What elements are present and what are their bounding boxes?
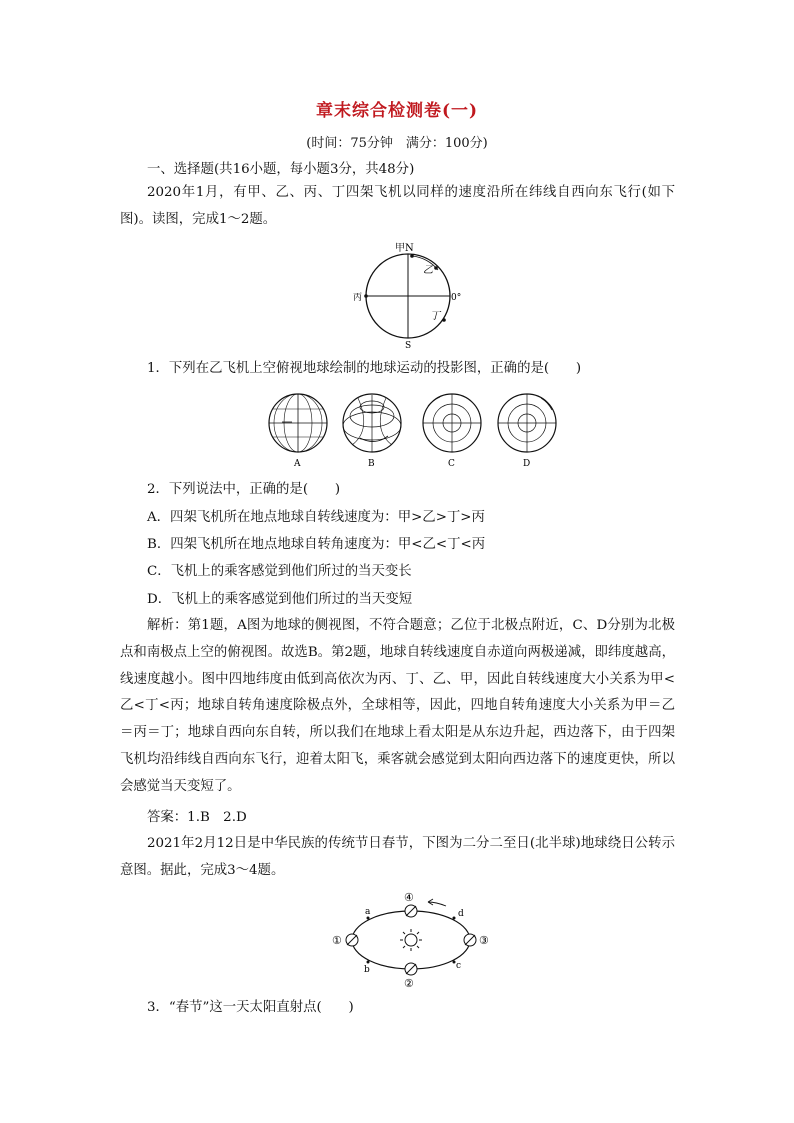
label-b: B [368,459,375,469]
label-pos-3: ③ [479,934,489,947]
label-b: b [364,965,370,975]
label-bing: 丙 [353,293,363,303]
label-ding: 丁 [430,311,440,322]
point-b-dot [367,961,370,964]
label-a: a [365,907,371,917]
question-3: 3．“春节”这一天太阳直射点( ) [147,1000,354,1015]
option-a: A．四架飞机所在地点地球自转线速度为：甲>乙>丁>丙 [147,510,485,525]
page-title: 章末综合检测卷(一) [315,101,479,121]
plane-yi-dot [434,266,438,270]
projection-b [343,394,401,452]
analysis-paragraph: 解析：第1题，A图为地球的侧视图，不符合题意；乙位于北极点附近，C、D分别为北极点和南极点上空的俯视图。故选B。第2题，地球自转线速度自赤道向两极递减，即纬度越高，线速度越小。图中四地纬度由低到高依次为丙、丁、乙、甲，因此自转线速度大小关系为甲<乙<丁<丙；地球自转角速度除极点外，全球相等，因此，四地自转角速度大小关系为甲＝乙＝丙＝丁；地球自西向东自转，所以我们在地球上看太阳是从东边升起，西边落下，由于四架飞机均沿纬线自西向东飞行，迎着太阳飞，乘客就会感觉到太阳向西边落下的速度更快，所以会感觉当天变短了。 [120,618,675,794]
label-north: 甲N [395,243,414,254]
figure-3-orbit [326,884,496,990]
section-heading: 一、选择题(共16小题，每小题3分，共48分) [147,162,415,177]
plane-bing-dot [364,294,368,298]
label-c: c [456,961,462,971]
option-b: B．四架飞机所在地点地球自转角速度为：甲<乙<丁<丙 [147,537,486,552]
label-pos-4: ④ [404,891,414,904]
question-2: 2．下列说法中，正确的是( ) [147,482,341,497]
label-a: A [294,459,301,469]
label-d: d [458,909,464,919]
figure-2-labels [260,452,560,472]
plane-ding-dot [442,318,446,322]
earth-position-3 [464,934,476,946]
projection-a [269,394,327,452]
earth-position-2 [405,963,417,975]
label-c: C [448,459,455,469]
figure-2-projections [260,390,560,446]
point-d-dot [453,917,456,920]
label-pos-1: ① [332,934,342,947]
label-zero: 0° [451,293,462,303]
time-score-info: (时间：75分钟 满分：100分) [306,136,488,151]
earth-position-1 [346,934,358,946]
answer-line: 答案：1.B 2.D [147,810,247,825]
earth-position-4 [405,905,417,917]
plane-jia-dot [410,254,414,258]
projection-c [423,394,481,452]
question-1: 1．下列在乙飞机上空俯视地球绘制的地球运动的投影图，正确的是( ) [147,361,582,376]
label-d: D [523,459,531,469]
intro-paragraph-1: 2020年1月，有甲、乙、丙、丁四架飞机以同样的速度沿所在纬线自西向东飞行(如下图)。读图，完成1～2题。 [120,185,675,227]
projection-d [498,394,556,452]
figure-1-globe [340,238,460,356]
label-south: S [405,341,412,351]
label-pos-2: ② [404,977,414,990]
orbit-ellipse [352,911,470,969]
option-c: C．飞机上的乘客感觉到他们所过的当天变长 [147,564,412,579]
sun-icon [400,929,422,951]
intro-paragraph-2: 2021年2月12日是中华民族的传统节日春节，下图为二分二至日(北半球)地球绕日公转示意图。据此，完成3～4题。 [120,836,675,878]
option-d: D．飞机上的乘客感觉到他们所过的当天变短 [147,592,413,607]
label-yi: 乙 [423,265,433,276]
